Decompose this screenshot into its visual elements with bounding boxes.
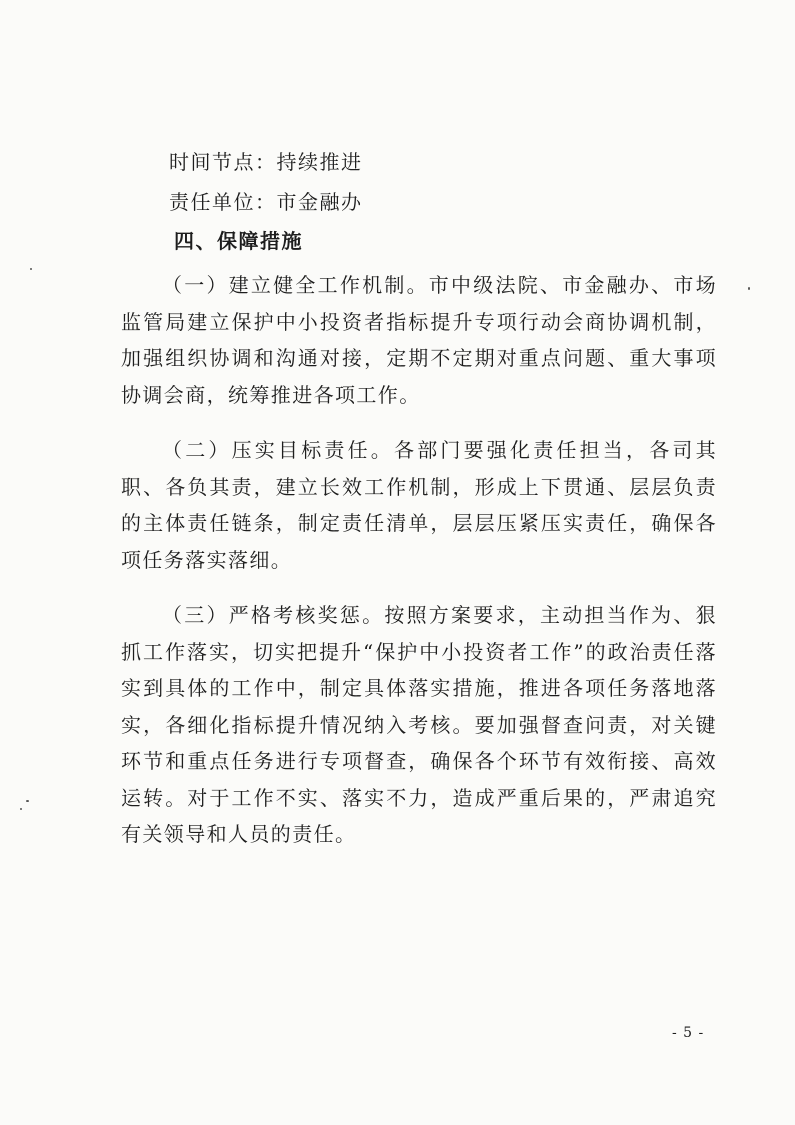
section-heading: 四、保障措施 — [174, 229, 303, 253]
scan-speck — [30, 268, 32, 270]
paragraph-work-mechanism: （一）建立健全工作机制。市中级法院、市金融办、市场监管局建立保护中小投资者指标提升专项行动会商协调机制，加强组织协调和沟通对接，定期不定期对重点问题、重大事项协调会商，统筹推进各项工作。 — [121, 273, 717, 407]
time-node-line: 时间节点：持续推进 — [169, 150, 363, 174]
scan-speck — [20, 808, 22, 810]
scan-speck — [26, 800, 29, 802]
responsible-unit-line: 责任单位：市金融办 — [169, 190, 363, 214]
page-number: - 5 - — [672, 1025, 705, 1041]
paragraph-target-responsibility: （二）压实目标责任。各部门要强化责任担当，各司其职、各负其责，建立长效工作机制，形成上下贯通、层层负责的主体责任链条，制定责任清单，层层压紧压实责任，确保各项任务落实落细。 — [121, 438, 717, 572]
scan-speck — [748, 287, 750, 290]
paragraph-assessment: （三）严格考核奖惩。按照方案要求，主动担当作为、狠抓工作落实，切实把提升“保护中小投资者工作”的政治责任落实到具体的工作中，制定具体落实措施，推进各项任务落地落实，各细化指标提升情况纳入考核。要加强督查问责，对关键环节和重点任务进行专项督查，确保各个环节有效衔接、高效运转。对于工作不实、落实不力，造成严重后果的，严肃追究有关领导和人员的责任。 — [121, 603, 717, 846]
